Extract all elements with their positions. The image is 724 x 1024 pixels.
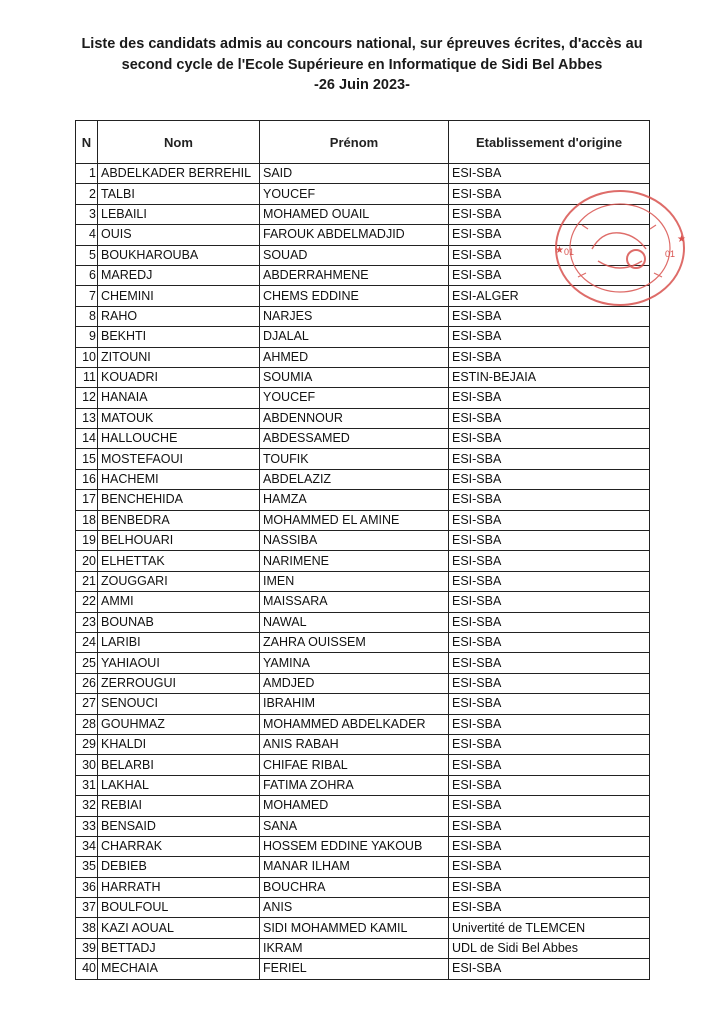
row-prenom: ABDENNOUR bbox=[260, 408, 449, 428]
row-number: 26 bbox=[76, 673, 98, 693]
row-number: 30 bbox=[76, 755, 98, 775]
row-nom: KHALDI bbox=[98, 734, 260, 754]
row-nom: BELARBI bbox=[98, 755, 260, 775]
row-number: 3 bbox=[76, 204, 98, 224]
row-number: 29 bbox=[76, 734, 98, 754]
table-row bbox=[76, 714, 650, 734]
row-etablissement: ESI-SBA bbox=[449, 836, 650, 856]
row-prenom: NASSIBA bbox=[260, 531, 449, 551]
row-prenom: MANAR ILHAM bbox=[260, 857, 449, 877]
row-prenom: DJALAL bbox=[260, 327, 449, 347]
table-row bbox=[76, 836, 650, 856]
row-prenom: IKRAM bbox=[260, 938, 449, 958]
row-prenom: YOUCEF bbox=[260, 184, 449, 204]
table-row bbox=[76, 592, 650, 612]
row-prenom: CHIFAE RIBAL bbox=[260, 755, 449, 775]
row-nom: LARIBI bbox=[98, 632, 260, 652]
table-row bbox=[76, 959, 650, 979]
row-etablissement: ESI-SBA bbox=[449, 327, 650, 347]
row-etablissement: ESI-SBA bbox=[449, 388, 650, 408]
row-etablissement: ESI-SBA bbox=[449, 347, 650, 367]
table-row bbox=[76, 734, 650, 754]
table-row bbox=[76, 490, 650, 510]
row-prenom: SANA bbox=[260, 816, 449, 836]
row-number: 25 bbox=[76, 653, 98, 673]
svg-text:★: ★ bbox=[555, 245, 564, 256]
table-row bbox=[76, 347, 650, 367]
row-prenom: MAISSARA bbox=[260, 592, 449, 612]
row-nom: BOUKHAROUBA bbox=[98, 245, 260, 265]
row-number: 36 bbox=[76, 877, 98, 897]
row-prenom: HOSSEM EDDINE YAKOUB bbox=[260, 836, 449, 856]
row-etablissement: ESI-SBA bbox=[449, 612, 650, 632]
row-nom: HANAIA bbox=[98, 388, 260, 408]
row-nom: GOUHMAZ bbox=[98, 714, 260, 734]
stamp-number-right: 01 bbox=[665, 249, 676, 259]
document-title bbox=[0, 34, 724, 96]
row-nom: REBIAI bbox=[98, 796, 260, 816]
row-prenom: ABDESSAMED bbox=[260, 429, 449, 449]
row-number: 34 bbox=[76, 836, 98, 856]
row-prenom: BOUCHRA bbox=[260, 877, 449, 897]
row-prenom: YAMINA bbox=[260, 653, 449, 673]
row-nom: MAREDJ bbox=[98, 265, 260, 285]
title-line-2: second cycle de l'Ecole Supérieure en Informatique de Sidi Bel Abbes bbox=[121, 56, 603, 73]
row-nom: CHEMINI bbox=[98, 286, 260, 306]
row-number: 13 bbox=[76, 408, 98, 428]
row-prenom: ABDELAZIZ bbox=[260, 469, 449, 489]
header-etablissement: Etablissement d'origine bbox=[449, 121, 650, 164]
table-row bbox=[76, 551, 650, 571]
table-row bbox=[76, 857, 650, 877]
row-number: 22 bbox=[76, 592, 98, 612]
row-prenom: YOUCEF bbox=[260, 388, 449, 408]
row-etablissement: ESI-SBA bbox=[449, 857, 650, 877]
row-prenom: SOUAD bbox=[260, 245, 449, 265]
row-etablissement: ESI-SBA bbox=[449, 898, 650, 918]
row-prenom: NARJES bbox=[260, 306, 449, 326]
row-nom: BENSAID bbox=[98, 816, 260, 836]
row-prenom: ZAHRA OUISSEM bbox=[260, 632, 449, 652]
row-number: 14 bbox=[76, 429, 98, 449]
table-row bbox=[76, 327, 650, 347]
row-number: 23 bbox=[76, 612, 98, 632]
row-number: 11 bbox=[76, 367, 98, 387]
row-prenom: SIDI MOHAMMED KAMIL bbox=[260, 918, 449, 938]
row-etablissement: ESI-SBA bbox=[449, 673, 650, 693]
table-row bbox=[76, 469, 650, 489]
row-prenom: IMEN bbox=[260, 571, 449, 591]
row-etablissement: ESI-SBA bbox=[449, 469, 650, 489]
row-number: 15 bbox=[76, 449, 98, 469]
header-nom: Nom bbox=[98, 121, 260, 164]
table-row bbox=[76, 449, 650, 469]
row-etablissement: ESI-SBA bbox=[449, 306, 650, 326]
row-nom: MECHAIA bbox=[98, 959, 260, 979]
row-etablissement: ESI-SBA bbox=[449, 653, 650, 673]
row-number: 32 bbox=[76, 796, 98, 816]
row-number: 31 bbox=[76, 775, 98, 795]
row-nom: TALBI bbox=[98, 184, 260, 204]
row-etablissement: ESI-SBA bbox=[449, 204, 650, 224]
table-row bbox=[76, 877, 650, 897]
row-etablissement: ESI-SBA bbox=[449, 449, 650, 469]
table-header-row bbox=[76, 121, 650, 164]
row-number: 27 bbox=[76, 694, 98, 714]
table-row bbox=[76, 388, 650, 408]
row-prenom: MOHAMED OUAIL bbox=[260, 204, 449, 224]
header-prenom: Prénom bbox=[260, 121, 449, 164]
row-prenom: AMDJED bbox=[260, 673, 449, 693]
row-number: 21 bbox=[76, 571, 98, 591]
row-nom: LAKHAL bbox=[98, 775, 260, 795]
row-nom: MATOUK bbox=[98, 408, 260, 428]
row-etablissement: ESI-SBA bbox=[449, 490, 650, 510]
row-etablissement: ESI-SBA bbox=[449, 694, 650, 714]
row-nom: SENOUCI bbox=[98, 694, 260, 714]
row-nom: ABDELKADER BERREHIL bbox=[98, 164, 260, 184]
row-number: 19 bbox=[76, 531, 98, 551]
row-nom: BOULFOUL bbox=[98, 898, 260, 918]
row-nom: BOUNAB bbox=[98, 612, 260, 632]
table-row bbox=[76, 694, 650, 714]
row-etablissement: ESI-SBA bbox=[449, 714, 650, 734]
row-nom: BENCHEHIDA bbox=[98, 490, 260, 510]
row-number: 2 bbox=[76, 184, 98, 204]
row-number: 5 bbox=[76, 245, 98, 265]
row-nom: ELHETTAK bbox=[98, 551, 260, 571]
table-row bbox=[76, 408, 650, 428]
row-number: 38 bbox=[76, 918, 98, 938]
row-nom: YAHIAOUI bbox=[98, 653, 260, 673]
table-row bbox=[76, 673, 650, 693]
row-etablissement: ESI-SBA bbox=[449, 877, 650, 897]
row-prenom: MOHAMMED EL AMINE bbox=[260, 510, 449, 530]
row-etablissement: ESI-ALGER bbox=[449, 286, 650, 306]
stamp-number-left: 01 bbox=[564, 247, 575, 257]
row-number: 1 bbox=[76, 164, 98, 184]
row-nom: BENBEDRA bbox=[98, 510, 260, 530]
row-nom: KAZI AOUAL bbox=[98, 918, 260, 938]
row-prenom: MOHAMED bbox=[260, 796, 449, 816]
row-etablissement: ESI-SBA bbox=[449, 734, 650, 754]
row-etablissement: ESI-SBA bbox=[449, 429, 650, 449]
table-row bbox=[76, 571, 650, 591]
row-number: 35 bbox=[76, 857, 98, 877]
table-row bbox=[76, 653, 650, 673]
row-etablissement: ESI-SBA bbox=[449, 184, 650, 204]
row-prenom: FATIMA ZOHRA bbox=[260, 775, 449, 795]
table-row bbox=[76, 429, 650, 449]
table-row bbox=[76, 632, 650, 652]
row-nom: CHARRAK bbox=[98, 836, 260, 856]
row-etablissement: ESI-SBA bbox=[449, 816, 650, 836]
table-row bbox=[76, 775, 650, 795]
table-row bbox=[76, 816, 650, 836]
row-number: 20 bbox=[76, 551, 98, 571]
row-prenom: NARIMENE bbox=[260, 551, 449, 571]
row-nom: HALLOUCHE bbox=[98, 429, 260, 449]
row-prenom: ANIS RABAH bbox=[260, 734, 449, 754]
row-nom: HARRATH bbox=[98, 877, 260, 897]
row-nom: HACHEMI bbox=[98, 469, 260, 489]
row-number: 4 bbox=[76, 225, 98, 245]
row-etablissement: UDL de Sidi Bel Abbes bbox=[449, 938, 650, 958]
row-nom: LEBAILI bbox=[98, 204, 260, 224]
row-etablissement: ESI-SBA bbox=[449, 510, 650, 530]
row-nom: BELHOUARI bbox=[98, 531, 260, 551]
row-number: 33 bbox=[76, 816, 98, 836]
row-etablissement: ESI-SBA bbox=[449, 959, 650, 979]
row-prenom: NAWAL bbox=[260, 612, 449, 632]
row-nom: RAHO bbox=[98, 306, 260, 326]
row-number: 40 bbox=[76, 959, 98, 979]
row-number: 24 bbox=[76, 632, 98, 652]
row-etablissement: ESI-SBA bbox=[449, 225, 650, 245]
table-row bbox=[76, 938, 650, 958]
row-number: 12 bbox=[76, 388, 98, 408]
row-etablissement: ESTIN-BEJAIA bbox=[449, 367, 650, 387]
header-number: N bbox=[76, 121, 98, 164]
row-nom: AMMI bbox=[98, 592, 260, 612]
row-etablissement: ESI-SBA bbox=[449, 571, 650, 591]
row-etablissement: ESI-SBA bbox=[449, 796, 650, 816]
row-etablissement: ESI-SBA bbox=[449, 265, 650, 285]
row-nom: BEKHTI bbox=[98, 327, 260, 347]
row-number: 39 bbox=[76, 938, 98, 958]
official-stamp bbox=[552, 187, 688, 309]
row-nom: BETTADJ bbox=[98, 938, 260, 958]
row-nom: MOSTEFAOUI bbox=[98, 449, 260, 469]
row-etablissement: ESI-SBA bbox=[449, 408, 650, 428]
row-prenom: ANIS bbox=[260, 898, 449, 918]
row-nom: ZERROUGUI bbox=[98, 673, 260, 693]
row-prenom: IBRAHIM bbox=[260, 694, 449, 714]
row-etablissement: ESI-SBA bbox=[449, 632, 650, 652]
row-etablissement: Univertité de TLEMCEN bbox=[449, 918, 650, 938]
table-row bbox=[76, 612, 650, 632]
row-prenom: SAID bbox=[260, 164, 449, 184]
row-nom: ZOUGGARI bbox=[98, 571, 260, 591]
svg-text:★: ★ bbox=[677, 234, 686, 245]
row-etablissement: ESI-SBA bbox=[449, 775, 650, 795]
row-prenom: ABDERRAHMENE bbox=[260, 265, 449, 285]
row-prenom: FERIEL bbox=[260, 959, 449, 979]
row-etablissement: ESI-SBA bbox=[449, 245, 650, 265]
row-prenom: TOUFIK bbox=[260, 449, 449, 469]
table-row bbox=[76, 796, 650, 816]
table-row bbox=[76, 531, 650, 551]
row-prenom: HAMZA bbox=[260, 490, 449, 510]
table-row bbox=[76, 164, 650, 184]
row-prenom: FAROUK ABDELMADJID bbox=[260, 225, 449, 245]
row-nom: KOUADRI bbox=[98, 367, 260, 387]
row-number: 7 bbox=[76, 286, 98, 306]
row-etablissement: ESI-SBA bbox=[449, 755, 650, 775]
title-line-1: Liste des candidats admis au concours national, sur épreuves écrites, d'accès au bbox=[81, 36, 643, 52]
row-etablissement: ESI-SBA bbox=[449, 164, 650, 184]
row-number: 17 bbox=[76, 490, 98, 510]
row-number: 8 bbox=[76, 306, 98, 326]
row-nom: ZITOUNI bbox=[98, 347, 260, 367]
row-prenom: MOHAMMED ABDELKADER bbox=[260, 714, 449, 734]
table-row bbox=[76, 918, 650, 938]
row-number: 10 bbox=[76, 347, 98, 367]
table-row bbox=[76, 510, 650, 530]
row-nom: OUIS bbox=[98, 225, 260, 245]
row-number: 18 bbox=[76, 510, 98, 530]
row-prenom: CHEMS EDDINE bbox=[260, 286, 449, 306]
table-row bbox=[76, 367, 650, 387]
table-row bbox=[76, 755, 650, 775]
row-number: 9 bbox=[76, 327, 98, 347]
table-row bbox=[76, 306, 650, 326]
title-date: -26 Juin 2023- bbox=[314, 77, 410, 93]
row-number: 6 bbox=[76, 265, 98, 285]
table-row bbox=[76, 898, 650, 918]
row-number: 16 bbox=[76, 469, 98, 489]
row-prenom: AHMED bbox=[260, 347, 449, 367]
row-number: 28 bbox=[76, 714, 98, 734]
row-etablissement: ESI-SBA bbox=[449, 551, 650, 571]
row-etablissement: ESI-SBA bbox=[449, 531, 650, 551]
row-nom: DEBIEB bbox=[98, 857, 260, 877]
row-number: 37 bbox=[76, 898, 98, 918]
row-prenom: SOUMIA bbox=[260, 367, 449, 387]
row-etablissement: ESI-SBA bbox=[449, 592, 650, 612]
